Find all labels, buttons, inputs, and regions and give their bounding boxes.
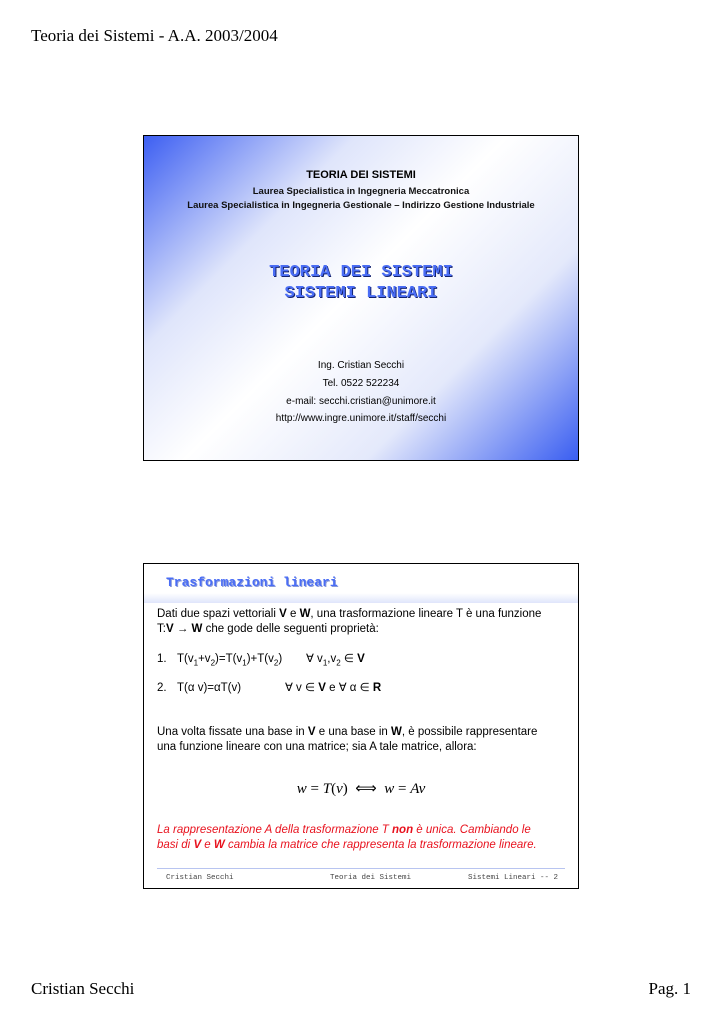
intro-text-b: , una trasformazione lineare T è una funzione [310, 608, 542, 620]
para2-text-d: una funzione lineare con una matrice; sia A tale matrice, allora: [157, 741, 477, 753]
formula: w = T(v) ⟺ w = Av [296, 781, 426, 797]
slide-title-line-1: TEORIA DEI SISTEMI [269, 263, 453, 282]
note-text-c: basi di [157, 839, 194, 851]
property-2 [157, 681, 567, 696]
note-text-e: e [201, 839, 214, 851]
degree-line-2: Laurea Specialistica in Ingegneria Gestionale – Indirizzo Gestione Industriale [187, 200, 535, 211]
space-w-2: W [191, 623, 203, 635]
intro-text-d: che gode delle seguenti proprietà: [202, 623, 379, 635]
slide-title: Trasformazioni lineari [166, 575, 338, 590]
para2-space-v: V [307, 726, 316, 738]
note-text-d: cambia la matrice che rappresenta la trasformazione lineare. [224, 839, 537, 851]
author-url: http://www.ingre.unimore.it/staff/secchi [275, 413, 447, 424]
property-2-number: 2. [157, 682, 167, 694]
content-slide [143, 563, 579, 889]
course-name: TEORIA DEI SISTEMI [306, 169, 416, 181]
space-v-2: V [165, 623, 174, 635]
page-number: Pag. 1 [648, 979, 691, 998]
property-1-number: 1. [157, 653, 167, 665]
para2-text-b: e una base in [315, 726, 391, 738]
note-paragraph [157, 823, 567, 853]
property-2-condition: ∀ v ∈ V e ∀ α ∈ R [285, 682, 382, 694]
space-v: V [279, 608, 287, 620]
intro-paragraph [157, 607, 567, 637]
property-1 [157, 652, 567, 667]
note-text-a: La rappresentazione A della trasformazione T [157, 824, 393, 836]
page-header: Teoria dei Sistemi - A.A. 2003/2004 [31, 26, 278, 45]
note-space-w: W [213, 839, 225, 851]
author-name: Ing. Cristian Secchi [317, 360, 405, 371]
degree-line-1: Laurea Specialistica in Ingegneria Meccatronica [252, 186, 470, 197]
slide-footer-course: Teoria dei Sistemi [330, 874, 412, 882]
para2-space-w: W [391, 726, 402, 738]
intro-text-a: Dati due spazi vettoriali [157, 608, 280, 620]
property-1-condition: ∀ $v_1,v_2$ ∈ V [306, 653, 365, 668]
note-non: non [392, 824, 414, 836]
para2-text-c: , è possibile rappresentare [401, 726, 538, 738]
property-1-expression: $T(v_1+v_2)=T(v_1)+T(v_2)$ [177, 653, 283, 668]
intro-text-e: e [286, 608, 300, 620]
author-phone: Tel. 0522 522234 [322, 378, 400, 389]
slide-footer-divider [157, 868, 565, 869]
slide-footer-author: Cristian Secchi [166, 874, 234, 882]
space-w: W [299, 608, 311, 620]
slide-title-line-2: SISTEMI LINEARI [284, 284, 438, 303]
note-text-b: è unica. Cambiando le [413, 824, 531, 836]
page-footer-author: Cristian Secchi [31, 979, 135, 998]
note-space-v: V [193, 839, 202, 851]
title-slide [143, 135, 579, 461]
author-email: e-mail: secchi.cristian@unimore.it [286, 396, 436, 407]
slide-footer-page: Sistemi Lineari -- 2 [467, 874, 558, 882]
arrow-symbol: → [173, 623, 192, 635]
property-2-expression: T(α v)=αT(v) [177, 682, 242, 694]
title-gradient-bar [144, 593, 578, 603]
intro-text-c: T: [157, 623, 166, 635]
matrix-paragraph [157, 725, 567, 755]
para2-text-a: Una volta fissate una base in [157, 726, 308, 738]
